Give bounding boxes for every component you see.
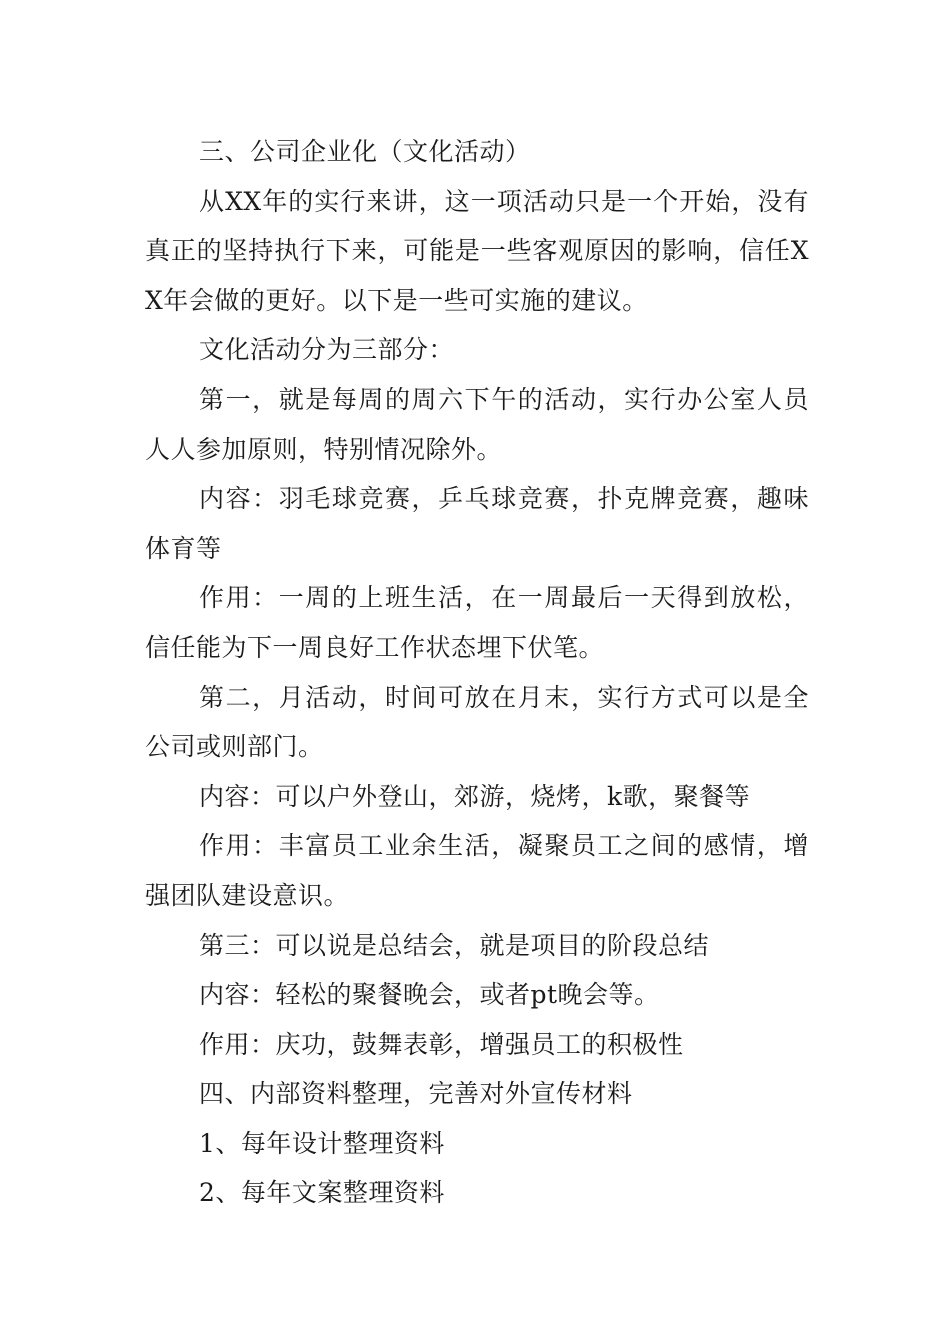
section-heading-materials: 四、内部资料整理，完善对外宣传材料: [199, 1079, 633, 1109]
section-heading-culture: 三、公司企业化（文化活动）: [199, 137, 531, 166]
paragraph-part-one: 第一，就是每周的周六下午的活动，实行办公室人员人人参加原则，特别情况除外。: [145, 384, 809, 464]
paragraph-part-three: 第三：可以说是总结会，就是项目的阶段总结: [199, 930, 710, 960]
paragraph-part-one-effect: 作用：一周的上班生活，在一周最后一天得到放松，信任能为下一周良好工作状态埋下伏笔。: [145, 583, 809, 662]
paragraph-part-three-content: 内容：轻松的聚餐晚会，或者pt晚会等。: [199, 980, 660, 1010]
paragraph-part-two-content: 内容：可以户外登山，郊游，烧烤，k歌，聚餐等: [199, 781, 751, 811]
paragraph-intro: 从XX年的实行来讲，这一项活动只是一个开始，没有真正的坚持执行下来，可能是一些客观原因的影响，信任XX年会做的更好。以下是一些可实施的建议。: [145, 186, 809, 315]
paragraph-part-two: 第二，月活动，时间可放在月末，实行方式可以是全公司或则部门。: [145, 682, 809, 762]
document-body: [145, 127, 809, 1218]
list-item-copy-materials: 2、每年文案整理资料: [199, 1178, 445, 1208]
paragraph-part-two-effect: 作用：丰富员工业余生活，凝聚员工之间的感情，增强团队建设意识。: [145, 831, 809, 910]
paragraph-part-one-content: 内容：羽毛球竞赛，乒乓球竞赛，扑克牌竞赛，趣味体育等: [145, 484, 809, 563]
paragraph-part-three-effect: 作用：庆功，鼓舞表彰，增强员工的积极性: [199, 1029, 684, 1059]
list-item-design-materials: 1、每年设计整理资料: [199, 1128, 445, 1158]
paragraph-three-parts: 文化活动分为三部分：: [199, 335, 455, 365]
